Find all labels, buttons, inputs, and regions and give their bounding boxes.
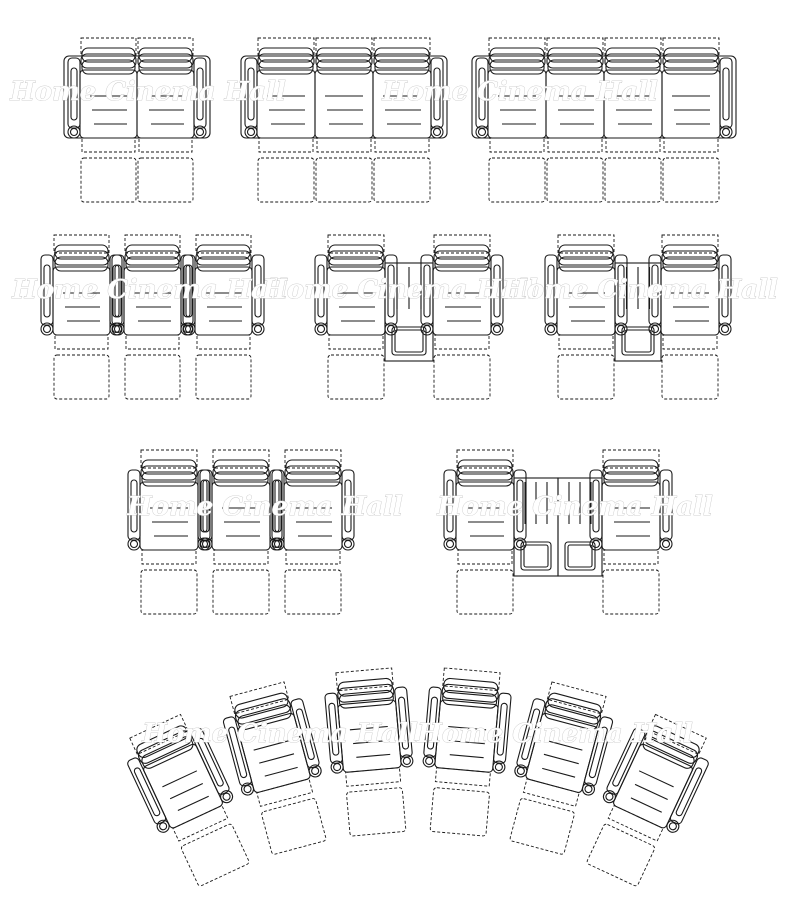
recliner-seat: [590, 450, 672, 614]
watermark-text: Home Cinema Hall: [417, 719, 693, 749]
recliner-seat: [417, 667, 513, 838]
recliner-seat: [272, 450, 354, 614]
recliner-seat: [604, 38, 662, 202]
layout-pair-with-double-console: [444, 450, 672, 614]
recliner-seat: [200, 450, 282, 614]
furniture-layer: [41, 38, 736, 892]
recliner-seat: [662, 38, 732, 202]
watermark-text: Home Cinema Hall: [262, 275, 538, 305]
recliner-seat: [112, 235, 193, 399]
watermark-text: Home Cinema Hall: [127, 492, 403, 522]
watermark-text: Home Cinema Hall: [10, 77, 286, 107]
recliner-seat: [245, 38, 315, 202]
layout-sofa-4: [472, 38, 736, 202]
recliner-seat: [649, 235, 731, 399]
recliner-seat: [373, 38, 443, 202]
layout-pair-with-console: [315, 235, 503, 399]
layout-curved-row-of-6: [118, 667, 718, 892]
watermark-text: Home Cinema Hall: [12, 275, 288, 305]
layout-pair-with-console-narrow: [545, 235, 731, 399]
recliner-seat: [315, 38, 373, 202]
layout-sofa-3: [241, 38, 447, 202]
recliner-seat: [183, 235, 264, 399]
layout-loveseat-2: [64, 38, 210, 202]
recliner-seat: [217, 679, 339, 859]
recliner-seat: [68, 38, 137, 202]
layout-row-of-3-separate: [41, 235, 264, 399]
watermark-text: Home Cinema Hall: [142, 719, 418, 749]
recliner-seat: [137, 38, 206, 202]
layout-row-of-3-connected: [128, 450, 354, 614]
watermark-text: Home Cinema Hall: [502, 275, 778, 305]
recliner-seat: [323, 667, 419, 838]
recliner-seat: [497, 679, 619, 859]
recliner-seat: [41, 235, 122, 399]
recliner-seat: [421, 235, 503, 399]
recliner-seat: [476, 38, 546, 202]
watermark-text: Home Cinema Hall: [382, 77, 658, 107]
recliner-seat: [128, 450, 210, 614]
watermark-text: Home Cinema Hall: [437, 492, 713, 522]
recliner-seat: [546, 38, 604, 202]
